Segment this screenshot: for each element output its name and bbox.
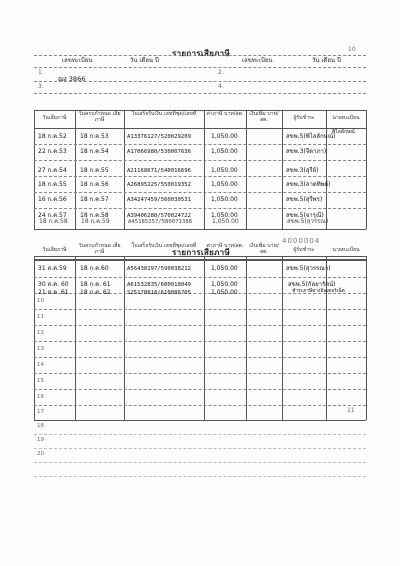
tax-date: 27 ก.ค.54 [38,167,67,174]
due-date: 18 ก.ค. 62 [80,289,111,296]
line-number: 17 [37,409,44,415]
receipt-number: A34247459/560030531 [127,197,191,203]
tax-amount: 1,050.00 [211,212,238,219]
col-header-receipt: ใบเสร็จรับเงิน เลขที่ชุด/เลขที่ [131,243,197,249]
receipt-number: A56438197/590038212 [127,266,191,272]
tax-date: 16 ก.ค.56 [38,196,67,203]
date-header-left: วัน เดือน ปี [130,57,159,64]
col-header-receiver: ผู้รับชำระ [293,115,315,121]
tax-amount: 1,050.00 [211,289,238,296]
tax-amount: 1,050.00 [212,218,239,225]
date-header-right: วัน เดือน ปี [312,57,341,64]
col-header-receipt: ใบเสร็จรับเงิน เลขที่ชุด/เลขที่ [131,111,197,117]
line-number: 16 [37,394,44,400]
due-date: 18 ก.ค.59 [81,218,110,225]
line-number: 10 [37,298,44,304]
line-number: 11 [37,314,44,320]
due-date: 18 ก.ค.58 [80,212,109,219]
due-date: 18 ก.ค.57 [80,196,109,203]
col-header-surcharge: เงินเพิ่ม บาท/สต. [249,243,279,255]
line-number: 15 [37,378,44,384]
receiver: สขพ.3(ลาดทิพย์) [286,181,331,188]
tax-date: 31 ส.ค.59 [38,265,67,272]
row-num-2: 2. [218,69,224,76]
due-date: 18 ก.ค.54 [80,148,109,155]
col-header-due-date: วันครบกำหนด เสียภาษี [78,243,121,255]
receipt-number: A45185257/580071388 [128,219,192,225]
tax-amount: 1,050.00 [211,265,238,272]
tax-amount: 1,050.00 [211,148,238,155]
col-header-tax-amount: ค่าภาษี บาท/สต. [206,243,244,249]
line-number: 12 [37,330,44,336]
section1-title: รายการเสียภาษี [172,49,231,58]
tax-date: 22 ก.ค.53 [38,148,67,155]
registrar-signature: พิไลลักษณ์ [332,129,355,135]
tax-date: 18 ก.ค.52 [38,133,67,140]
tax-date: 30 ส.ค. 60 [38,281,69,288]
stamp-code: 4000004 [282,237,321,245]
tax-date: 18 ก.ค.58 [39,218,68,225]
col-header-tax-date: วันเสียภาษี [42,115,67,121]
receiver: สขพ.5(กัลยารัตน์) [288,281,336,288]
col-header-due-date: วันครบกำหนด เสียภาษี [78,111,121,123]
col-header-surcharge: เงินเพิ่ม บาท/สต. [249,111,279,123]
line-number: 13 [37,346,44,352]
receipt-number: S25178618/610086705 [127,290,191,296]
line-number: 19 [37,437,44,443]
receipt-number: A39406280/570024722 [127,213,191,219]
receipt-number: A17066980/530007636 [127,149,191,155]
col-header-registrar: นายทะเบียน [332,115,360,121]
receiver: ชำระภาษีทางอินเตอร์เน็ต [292,289,345,294]
line-number: 18 [37,423,44,429]
receiver: สขพ.5(สุรีพร) [286,196,323,203]
reg-entry: ฌง 3866 [58,75,86,83]
line-number: 14 [37,362,44,368]
col-header-tax-date: วันเสียภาษี [42,247,67,253]
due-date: 18 ก.ค.56 [80,181,109,188]
receiver: สขพ.5(จารุณี) [286,212,324,219]
due-date: 18 ก.ค. 61 [80,281,111,288]
col-header-receiver: ผู้รับชำระ [293,247,315,253]
tax-amount: 1,050.00 [211,181,238,188]
reg-header-right: เลขทะเบียน [242,57,273,64]
line-number: 20 [37,451,44,457]
tax-amount: 1,050.00 [211,281,238,288]
receiver: สขพ.5(พิไลลักษณ์) [286,133,336,140]
reg-header-left: เลขทะเบียน [62,57,93,64]
footer-page-number: 11 [347,407,355,414]
col-header-registrar: นายทะเบียน [332,247,360,253]
receipt-number: A61532835/600018049 [127,282,191,288]
receiver: สขพ.3(สุรีย์) [286,167,319,174]
receipt-number: A26895225/550019352 [127,182,191,188]
tax-date: 24 ก.ค.57 [38,212,67,219]
tax-date: 21 ส.ค. 61 [38,289,69,296]
due-date: 18 ก.ค.53 [80,133,109,140]
receiver: สขพ.5(สุวรรณา) [286,265,331,272]
tax-date: 18 ก.ค.55 [38,181,67,188]
col-header-tax-amount: ค่าภาษี บาท/สต. [206,111,244,117]
receiver: สขพ.5(สุวรรณ) [287,218,329,225]
section2-title: รายการเสียภาษี [172,248,231,257]
receipt-number: A13376127/520029209 [127,134,191,140]
row-num-4: 4. [218,83,224,90]
tax-amount: 1,050.00 [211,196,238,203]
due-date: 18 ก.ค.60 [80,265,109,272]
tax-amount: 1,050.00 [211,133,238,140]
row-num-3: 3. [38,83,44,90]
row-num-1: 1. [38,69,44,76]
tax-amount: 1,050.00 [211,167,238,174]
receiver: สขพ.3(จีดาภา) [286,148,327,155]
receipt-number: A21168671/540016696 [127,168,191,174]
page-number: 10 [348,46,356,53]
due-date: 18 ก.ค.55 [80,167,109,174]
